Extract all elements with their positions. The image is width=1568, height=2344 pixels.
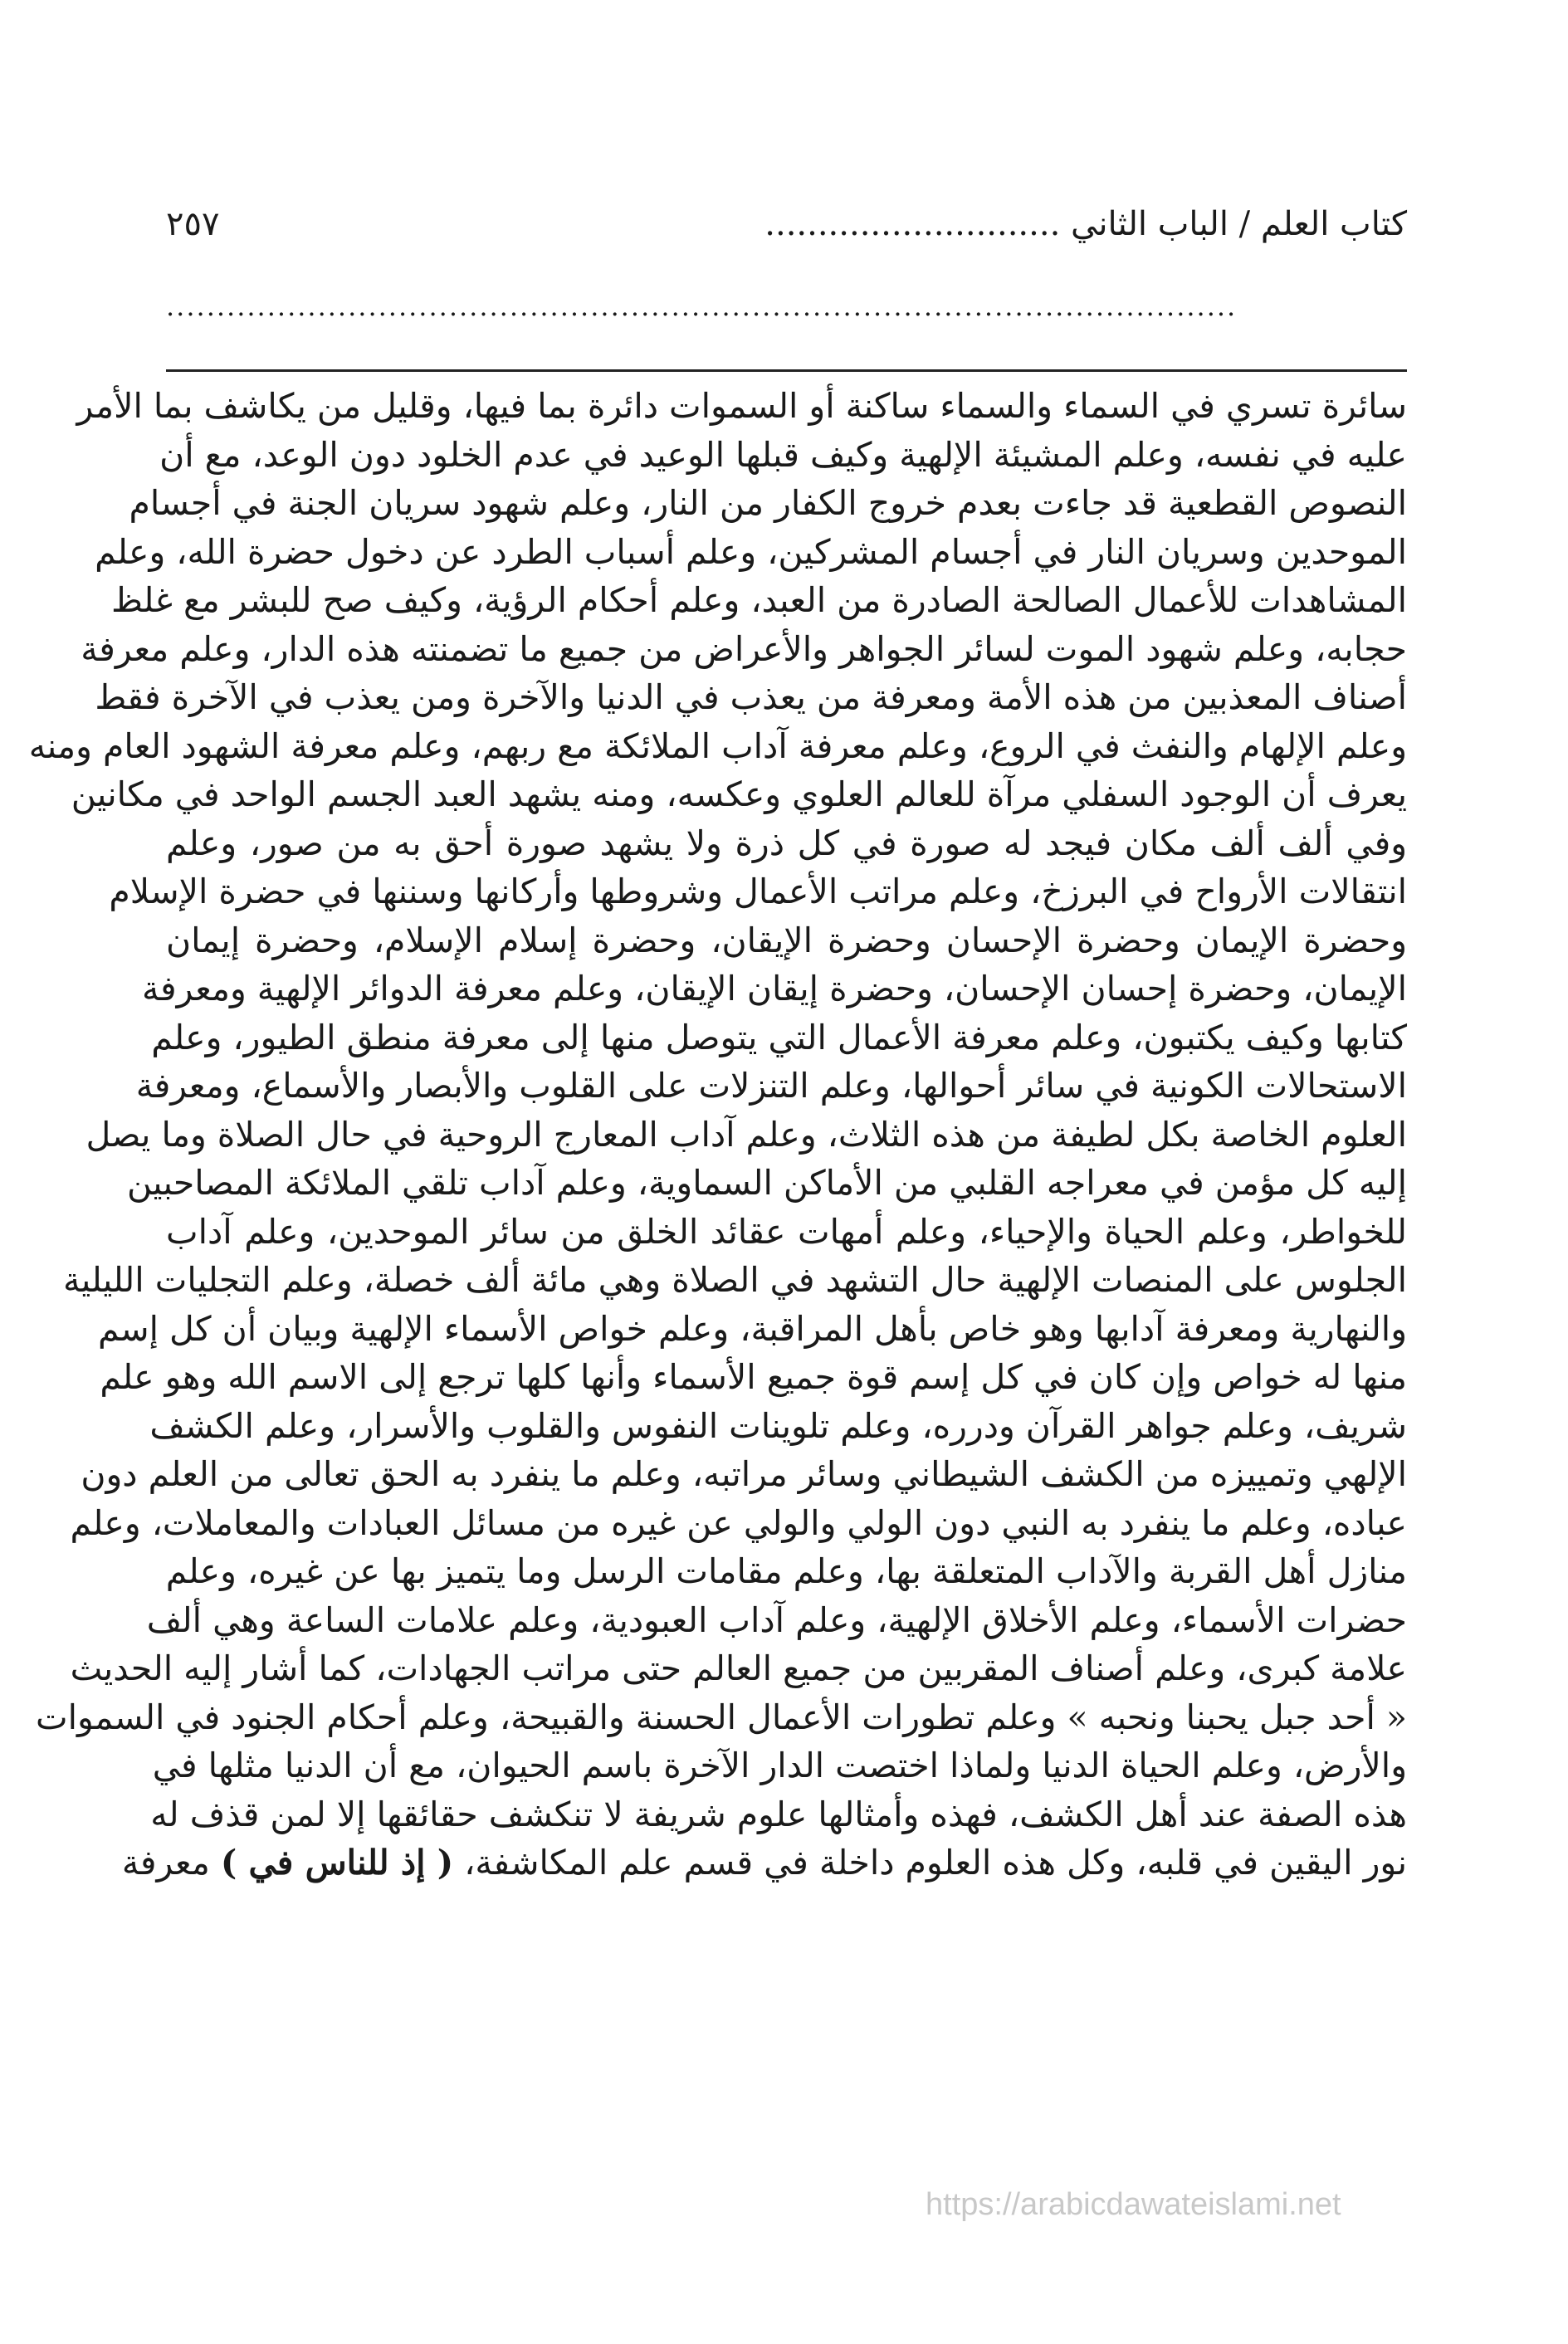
bold-heading-inline: ( إذ للناس في ) — [220, 1843, 454, 1883]
text-line: عباده، وعلم ما ينفرد به النبي دون الولي والولي عن غيره من مسائل العبادات والمعاملات، وعلم — [70, 1502, 1407, 1543]
text-line-last — [121, 1839, 1407, 1887]
text-line: وفي ألف ألف مكان فيجد له صورة في كل ذرة ولا يشهد صورة أحق به من صور، وعلم — [166, 823, 1407, 863]
text-line: المشاهدات للأعمال الصالحة الصادرة من العبد، وعلم أحكام الرؤية، وكيف صح للبشر مع غلظ — [111, 580, 1407, 620]
header-rule — [166, 369, 1407, 372]
leader-dots: ............................ — [764, 205, 1061, 243]
text-line: علامة كبرى، وعلم أصناف المقربين من جميع العالم حتى مراتب الجهادات، كما أشار إليه الحديث — [70, 1648, 1407, 1688]
text-line: انتقالات الأرواح في البرزخ، وعلم مراتب الأعمال وشروطها وأركانها وسننها في حضرة الإسلام — [109, 872, 1407, 911]
text-line: أصناف المعذبين من هذه الأمة ومعرفة من يعذب في الدنيا والآخرة ومن يعذب في الآخرة فقط — [95, 677, 1407, 717]
document-page — [28, 166, 1407, 2291]
text-line: الإيمان، وحضرة إحسان الإحسان، وحضرة إيقان الإيقان، وعلم معرفة الدوائر الإلهية ومعرفة — [142, 969, 1407, 1008]
text-line: الجلوس على المنصات الإلهية حال التشهد في الصلاة وهي مائة ألف خصلة، وعلم التجليات الليلية — [62, 1260, 1407, 1300]
text-line: النصوص القطعية قد جاءت بعدم خروج الكفار من النار، وعلم شهود سريان الجنة في أجسام — [129, 483, 1407, 523]
text-line: « أحد جبل يحبنا ونحبه » وعلم تطورات الأعمال الحسنة والقبيحة، وعلم أحكام الجنود في السموات — [36, 1697, 1407, 1737]
chapter-title — [764, 205, 1407, 243]
text-line: العلوم الخاصة بكل لطيفة من هذه الثلاث، وعلم آداب المعارج الروحية في حال الصلاة وما يصل — [85, 1114, 1407, 1155]
text-line: حجابه، وعلم شهود الموت لسائر الجواهر والأعراض من جميع ما تضمنته هذه الدار، وعلم معرفة — [81, 628, 1407, 669]
dotted-separator: .......................................................................................................... — [166, 291, 1238, 322]
text-line: عليه في نفسه، وعلم المشيئة الإلهية وكيف قبلها الوعيد في عدم الخلود دون الوعد، مع أن — [159, 434, 1407, 475]
text-line: الإلهي وتمييزه من الكشف الشيطاني وسائر مراتبه، وعلم ما ينفرد به الحق تعالى من العلم دون — [81, 1454, 1407, 1494]
text-line: حضرات الأسماء، وعلم الأخلاق الإلهية، وعلم آداب العبودية، وعلم علامات الساعة وهي ألف — [146, 1599, 1407, 1640]
text-line: إليه كل مؤمن في معراجه القلبي من الأماكن السماوية، وعلم آداب تلقي الملائكة المصاحبين — [126, 1163, 1407, 1203]
page-number: ٢٥٧ — [166, 205, 220, 243]
text-line: للخواطر، وعلم الحياة والإحياء، وعلم أمهات عقائد الخلق من سائر الموحدين، وعلم آداب — [166, 1211, 1407, 1252]
text-line: شريف، وعلم جواهر القرآن ودرره، وعلم تلوينات النفوس والقلوب والأسرار، وعلم الكشف — [149, 1405, 1407, 1446]
running-head — [166, 191, 1407, 257]
text-line: الاستحالات الكونية في سائر أحوالها، وعلم التنزلات على القلوب والأبصار والأسماع، ومعرفة — [135, 1066, 1407, 1106]
text-line: وحضرة الإيمان وحضرة الإحسان وحضرة الإيقان، وحضرة إسلام الإسلام، وحضرة إيمان — [166, 920, 1407, 960]
body-text — [28, 382, 1407, 1887]
watermark-url: https://arabicdawateislami.net — [926, 2187, 1341, 2222]
last-line-start: نور اليقين في قلبه، وكل هذه العلوم داخلة في قسم علم المكاشفة، — [464, 1843, 1407, 1883]
text-line: والنهارية ومعرفة آدابها وهو خاص بأهل المراقبة، وعلم خواص الأسماء الإلهية وبيان أن كل إسم — [97, 1308, 1407, 1349]
text-line: هذه الصفة عند أهل الكشف، فهذه وأمثالها علوم شريفة لا تنكشف حقائقها إلا لمن قذف له — [150, 1794, 1407, 1834]
text-line: يعرف أن الوجود السفلي مرآة للعالم العلوي وعكسه، ومنه يشهد العبد الجسم الواحد في مكانين — [71, 774, 1407, 814]
text-line: وعلم الإلهام والنفث في الروع، وعلم معرفة آداب الملائكة مع ربهم، وعلم معرفة الشهود العام ومنه — [28, 725, 1407, 766]
text-line: منازل أهل القربة والآداب المتعلقة بها، وعلم مقامات الرسل وما يتميز بها عن غيره، وعلم — [165, 1551, 1407, 1591]
last-line-end: معرفة — [121, 1843, 210, 1883]
text-line: منها له خواص وإن كان في كل إسم قوة جميع الأسماء وأنها كلها ترجع إلى الاسم الله وهو علم — [100, 1357, 1407, 1397]
text-line: والأرض، وعلم الحياة الدنيا ولماذا اختصت الدار الآخرة باسم الحيوان، مع أن الدنيا مثلها في — [152, 1746, 1407, 1785]
chapter-title-text: كتاب العلم / الباب الثاني — [1071, 205, 1407, 243]
text-line: الموحدين وسريان النار في أجسام المشركين، وعلم أسباب الطرد عن دخول حضرة الله، وعلم — [95, 531, 1407, 572]
text-line: سائرة تسري في السماء والسماء ساكنة أو السموات دائرة بما فيها، وقليل من يكاشف بما الأمر — [76, 386, 1407, 426]
text-line: كتابها وكيف يكتبون، وعلم معرفة الأعمال التي يتوصل منها إلى معرفة منطق الطيور، وعلم — [151, 1017, 1407, 1057]
